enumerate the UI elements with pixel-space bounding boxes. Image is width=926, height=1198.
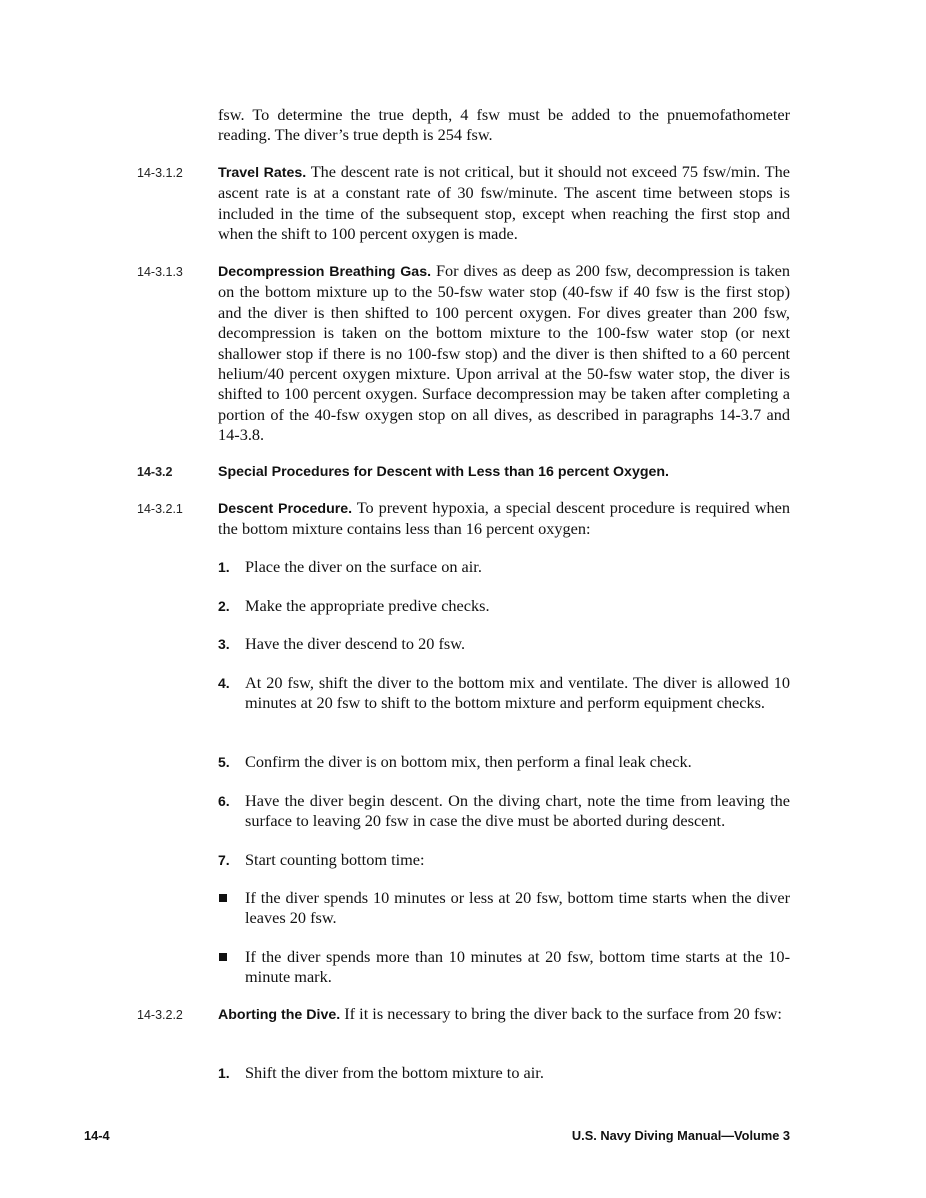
section-travel-rates (218, 162, 790, 245)
section-number-14-3-1-3: 14-3.1.3 (137, 265, 183, 279)
section-aborting-the-dive (218, 1004, 790, 1025)
list-item-text: Have the diver begin descent. On the diving chart, note the time from leaving the surface to leaving 20 fsw in case the dive must be aborted during descent. (245, 791, 790, 831)
section-descent-procedure (218, 498, 790, 540)
section-number-14-3-2-1: 14-3.2.1 (137, 502, 183, 516)
section-body: If it is necessary to bring the diver back to the surface from 20 fsw: (344, 1004, 782, 1023)
section-number-14-3-1-2: 14-3.1.2 (137, 166, 183, 180)
list-item-text: Make the appropriate predive checks. (245, 596, 490, 615)
intro-text: fsw. To determine the true depth, 4 fsw must be added to the pnuemofathometer reading. The diver’s true depth is 254 fsw. (218, 105, 790, 145)
list-item (218, 673, 790, 714)
list-item (218, 850, 790, 870)
list-item-text: Shift the diver from the bottom mixture to air. (245, 1063, 544, 1082)
bullet-item-text: If the diver spends more than 10 minutes at 20 fsw, bottom time starts at the 10-minute mark. (245, 947, 790, 987)
section-body: To prevent hypoxia, a special descent procedure is required when the bottom mixture contains less than 16 percent oxygen: (218, 498, 790, 539)
section-heading: Travel Rates. (218, 165, 307, 181)
list-marker: 7. (218, 852, 230, 868)
list-marker: 2. (218, 598, 230, 614)
section-heading: Decompression Breathing Gas. (218, 264, 432, 280)
list-item (218, 752, 790, 772)
bullet-item (218, 888, 790, 929)
list-item-text: Have the diver descend to 20 fsw. (245, 634, 466, 653)
list-item-text: At 20 fsw, shift the diver to the bottom mix and ventilate. The diver is allowed 10 minutes at 20 fsw to shift to the bottom mixture and perform equipment checks. (245, 673, 790, 713)
section-special-procedures (218, 461, 790, 482)
square-bullet-icon (219, 953, 227, 961)
list-marker: 1. (218, 559, 230, 575)
list-item (218, 1063, 790, 1083)
intro-paragraph (218, 105, 790, 146)
bullet-item (218, 947, 790, 988)
list-marker: 5. (218, 754, 230, 770)
list-marker: 6. (218, 793, 230, 809)
page-number: 14-4 (84, 1128, 110, 1143)
section-heading: Descent Procedure. (218, 501, 353, 517)
list-item (218, 634, 790, 654)
section-number-14-3-2: 14-3.2 (137, 465, 173, 479)
list-marker: 3. (218, 636, 230, 652)
list-marker: 4. (218, 675, 230, 691)
list-item-text: Start counting bottom time: (245, 850, 425, 869)
square-bullet-icon (219, 894, 227, 902)
list-marker: 1. (218, 1065, 230, 1081)
bullet-item-text: If the diver spends 10 minutes or less at 20 fsw, bottom time starts when the diver leaves 20 fsw. (245, 888, 790, 928)
section-heading: Aborting the Dive. (218, 1007, 341, 1023)
section-body: The descent rate is not critical, but it should not exceed 75 fsw/min. The ascent rate is at a constant rate of 30 fsw/minute. The ascent time between stops is included in the time of the subsequent stop, except when reaching the first stop and when the shift to 100 percent oxygen is made. (218, 162, 790, 244)
section-heading: Special Procedures for Descent with Less than 16 percent Oxygen. (218, 464, 670, 480)
list-item-text: Place the diver on the surface on air. (245, 557, 482, 576)
manual-title: U.S. Navy Diving Manual—Volume 3 (571, 1128, 790, 1143)
list-item (218, 557, 790, 577)
list-item (218, 596, 790, 616)
list-item (218, 791, 790, 832)
list-item-text: Confirm the diver is on bottom mix, then perform a final leak check. (245, 752, 692, 771)
section-decompression-breathing-gas (218, 261, 790, 446)
section-number-14-3-2-2: 14-3.2.2 (137, 1008, 183, 1022)
section-body: For dives as deep as 200 fsw, decompression is taken on the bottom mixture up to the 50-fsw water stop (40-fsw if 40 fsw is the first stop) and the diver is then shifted to 100 percent oxygen. For dives greater than 200 fsw, decompression is taken on the bottom mixture to the 100-fsw water stop (or next shallower stop if there is no 100-fsw stop) and the diver is then shifted to a 60 percent helium/40 percent oxygen mixture. Upon arrival at the 50-fsw water stop, the diver is shifted to 100 percent oxygen. Surface decompression may be taken after completing a portion of the 40-fsw oxygen stop on all dives, as described in paragraphs 14-3.7 and 14-3.8. (218, 261, 790, 445)
